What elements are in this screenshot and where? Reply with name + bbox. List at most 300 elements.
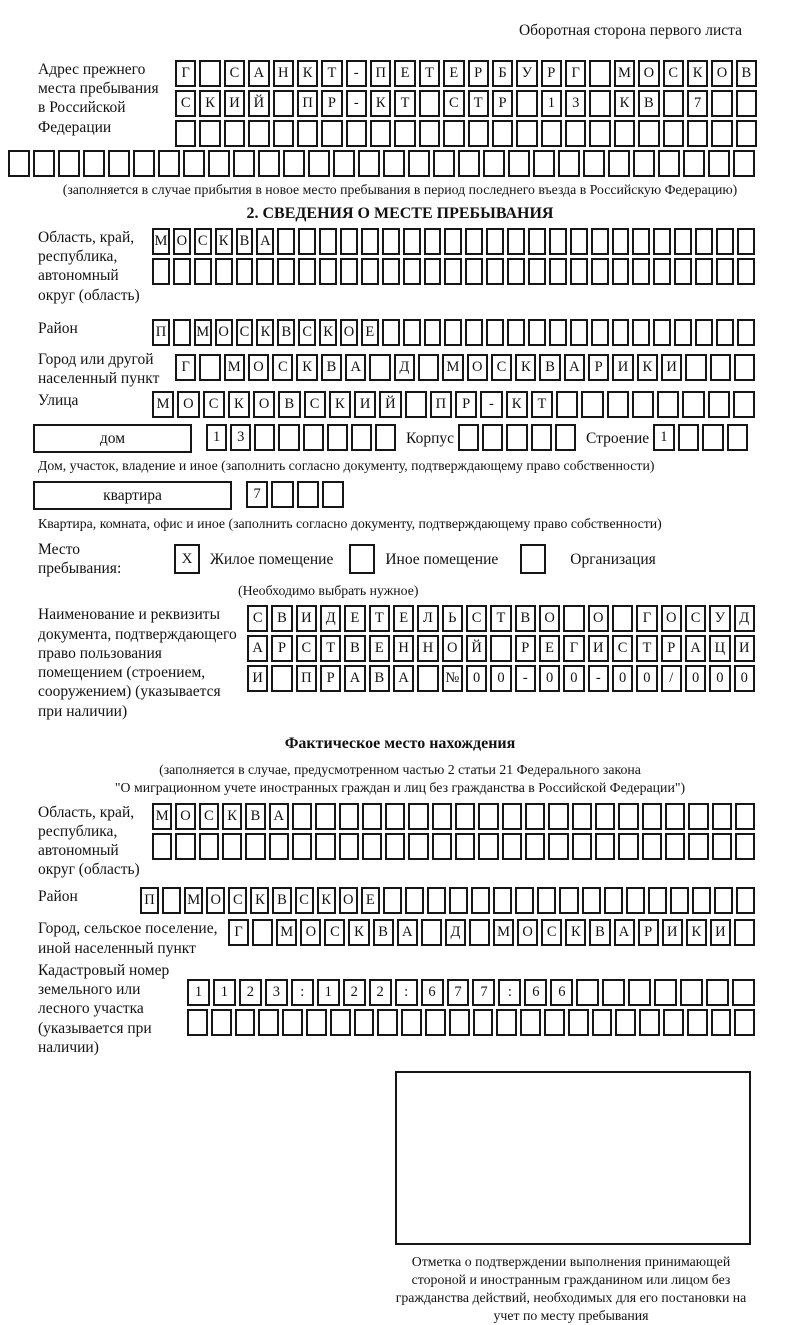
char-box[interactable] bbox=[315, 803, 335, 830]
char-box[interactable] bbox=[465, 228, 483, 255]
char-box[interactable] bbox=[572, 833, 592, 860]
char-box[interactable]: Т bbox=[490, 605, 511, 632]
char-box[interactable]: В bbox=[344, 635, 365, 662]
char-box[interactable] bbox=[152, 833, 172, 860]
char-box[interactable]: И bbox=[354, 391, 376, 418]
char-box[interactable] bbox=[533, 150, 555, 177]
char-box[interactable]: И bbox=[588, 635, 609, 662]
char-box[interactable] bbox=[340, 228, 358, 255]
char-box[interactable]: С bbox=[491, 354, 512, 381]
char-box[interactable] bbox=[706, 979, 729, 1006]
char-box[interactable] bbox=[716, 228, 734, 255]
char-box[interactable]: Р bbox=[541, 60, 562, 87]
char-box[interactable] bbox=[382, 228, 400, 255]
char-box[interactable]: - bbox=[346, 60, 367, 87]
char-box[interactable] bbox=[449, 1009, 470, 1036]
char-box[interactable] bbox=[589, 90, 610, 117]
char-box[interactable]: К bbox=[565, 919, 586, 946]
char-box[interactable] bbox=[419, 90, 440, 117]
char-box[interactable]: А bbox=[269, 803, 289, 830]
char-box[interactable] bbox=[737, 319, 755, 346]
char-box[interactable] bbox=[319, 228, 337, 255]
char-box[interactable] bbox=[211, 1009, 232, 1036]
house-type-box[interactable]: дом bbox=[33, 424, 192, 453]
char-box[interactable] bbox=[271, 481, 293, 508]
char-box[interactable] bbox=[502, 833, 522, 860]
char-box[interactable] bbox=[236, 258, 254, 285]
char-box[interactable] bbox=[483, 150, 505, 177]
char-box[interactable] bbox=[674, 258, 692, 285]
char-box[interactable]: С bbox=[296, 635, 317, 662]
char-box[interactable] bbox=[695, 258, 713, 285]
char-box[interactable] bbox=[607, 391, 629, 418]
char-box[interactable] bbox=[670, 887, 689, 914]
char-box[interactable] bbox=[639, 1009, 660, 1036]
char-box[interactable]: В bbox=[236, 228, 254, 255]
char-box[interactable]: 1 bbox=[187, 979, 210, 1006]
char-box[interactable]: С bbox=[199, 803, 219, 830]
char-box[interactable] bbox=[683, 150, 705, 177]
char-box[interactable] bbox=[582, 887, 601, 914]
char-box[interactable]: К bbox=[297, 60, 318, 87]
char-box[interactable]: А bbox=[345, 354, 366, 381]
char-box[interactable]: С bbox=[236, 319, 254, 346]
char-box[interactable] bbox=[657, 391, 679, 418]
char-box[interactable] bbox=[469, 919, 490, 946]
char-box[interactable] bbox=[732, 979, 755, 1006]
char-box[interactable] bbox=[108, 150, 130, 177]
char-box[interactable] bbox=[199, 354, 220, 381]
char-box[interactable] bbox=[383, 887, 402, 914]
char-box[interactable] bbox=[322, 481, 344, 508]
char-box[interactable]: И bbox=[662, 919, 683, 946]
char-box[interactable] bbox=[222, 833, 242, 860]
char-box[interactable] bbox=[175, 120, 196, 147]
char-box[interactable] bbox=[33, 150, 55, 177]
char-box[interactable]: О bbox=[638, 60, 659, 87]
char-box[interactable]: В bbox=[245, 803, 265, 830]
char-box[interactable]: О bbox=[177, 391, 199, 418]
char-box[interactable]: К bbox=[329, 391, 351, 418]
char-box[interactable] bbox=[277, 258, 295, 285]
char-box[interactable]: Е bbox=[344, 605, 365, 632]
char-box[interactable]: Т bbox=[468, 90, 489, 117]
char-box[interactable] bbox=[424, 319, 442, 346]
char-box[interactable]: П bbox=[296, 665, 317, 692]
char-box[interactable] bbox=[258, 1009, 279, 1036]
char-box[interactable] bbox=[614, 120, 635, 147]
char-box[interactable] bbox=[482, 424, 503, 451]
char-box[interactable] bbox=[458, 150, 480, 177]
checkbox-residential[interactable]: X bbox=[174, 544, 200, 574]
char-box[interactable] bbox=[507, 228, 525, 255]
char-box[interactable] bbox=[403, 319, 421, 346]
char-box[interactable]: Т bbox=[419, 60, 440, 87]
char-box[interactable]: Р bbox=[515, 635, 536, 662]
char-box[interactable]: А bbox=[248, 60, 269, 87]
char-box[interactable] bbox=[570, 319, 588, 346]
char-box[interactable] bbox=[471, 887, 490, 914]
char-box[interactable] bbox=[516, 90, 537, 117]
char-box[interactable] bbox=[303, 424, 324, 451]
char-box[interactable] bbox=[626, 887, 645, 914]
char-box[interactable] bbox=[653, 319, 671, 346]
char-box[interactable] bbox=[556, 391, 578, 418]
char-box[interactable]: Н bbox=[417, 635, 438, 662]
char-box[interactable]: А bbox=[614, 919, 635, 946]
char-box[interactable] bbox=[361, 258, 379, 285]
char-box[interactable] bbox=[421, 919, 442, 946]
char-box[interactable]: Т bbox=[636, 635, 657, 662]
char-box[interactable]: Е bbox=[443, 60, 464, 87]
char-box[interactable] bbox=[572, 803, 592, 830]
char-box[interactable] bbox=[708, 391, 730, 418]
char-box[interactable]: Т bbox=[320, 635, 341, 662]
char-box[interactable] bbox=[502, 803, 522, 830]
char-box[interactable] bbox=[735, 803, 755, 830]
char-box[interactable] bbox=[736, 90, 757, 117]
char-box[interactable]: К bbox=[317, 887, 336, 914]
char-box[interactable] bbox=[133, 150, 155, 177]
char-box[interactable] bbox=[432, 803, 452, 830]
char-box[interactable]: К bbox=[687, 60, 708, 87]
char-box[interactable] bbox=[733, 391, 755, 418]
char-box[interactable] bbox=[369, 354, 390, 381]
char-box[interactable]: М bbox=[152, 228, 170, 255]
char-box[interactable] bbox=[638, 120, 659, 147]
char-box[interactable] bbox=[449, 887, 468, 914]
char-box[interactable] bbox=[269, 833, 289, 860]
char-box[interactable] bbox=[525, 833, 545, 860]
char-box[interactable]: 7 bbox=[246, 481, 268, 508]
char-box[interactable]: К bbox=[215, 228, 233, 255]
char-box[interactable] bbox=[444, 228, 462, 255]
char-box[interactable] bbox=[394, 120, 415, 147]
char-box[interactable]: Л bbox=[417, 605, 438, 632]
char-box[interactable]: Р bbox=[588, 354, 609, 381]
char-box[interactable]: К bbox=[506, 391, 528, 418]
char-box[interactable]: 2 bbox=[239, 979, 262, 1006]
char-box[interactable] bbox=[419, 120, 440, 147]
char-box[interactable] bbox=[612, 228, 630, 255]
char-box[interactable] bbox=[628, 979, 651, 1006]
char-box[interactable] bbox=[737, 228, 755, 255]
char-box[interactable] bbox=[537, 887, 556, 914]
char-box[interactable] bbox=[339, 803, 359, 830]
char-box[interactable]: М bbox=[614, 60, 635, 87]
char-box[interactable] bbox=[680, 979, 703, 1006]
char-box[interactable]: М bbox=[184, 887, 203, 914]
char-box[interactable]: О bbox=[517, 919, 538, 946]
char-box[interactable] bbox=[549, 319, 567, 346]
apartment-type-box[interactable]: квартира bbox=[33, 481, 232, 510]
char-box[interactable] bbox=[496, 1009, 517, 1036]
char-box[interactable] bbox=[271, 665, 292, 692]
char-box[interactable]: О bbox=[253, 391, 275, 418]
char-box[interactable]: 3 bbox=[265, 979, 288, 1006]
char-box[interactable] bbox=[297, 481, 319, 508]
char-box[interactable] bbox=[215, 258, 233, 285]
char-box[interactable] bbox=[642, 803, 662, 830]
char-box[interactable] bbox=[282, 1009, 303, 1036]
char-box[interactable]: В bbox=[271, 605, 292, 632]
char-box[interactable]: Г bbox=[175, 60, 196, 87]
char-box[interactable] bbox=[354, 1009, 375, 1036]
char-box[interactable] bbox=[591, 228, 609, 255]
char-box[interactable]: С bbox=[247, 605, 268, 632]
char-box[interactable]: Й bbox=[466, 635, 487, 662]
char-box[interactable]: В bbox=[321, 354, 342, 381]
char-box[interactable]: У bbox=[516, 60, 537, 87]
char-box[interactable] bbox=[330, 1009, 351, 1036]
char-box[interactable] bbox=[595, 803, 615, 830]
char-box[interactable] bbox=[473, 1009, 494, 1036]
char-box[interactable]: Ц bbox=[709, 635, 730, 662]
char-box[interactable] bbox=[565, 120, 586, 147]
char-box[interactable]: П bbox=[370, 60, 391, 87]
char-box[interactable]: 1 bbox=[317, 979, 340, 1006]
char-box[interactable]: В bbox=[369, 665, 390, 692]
char-box[interactable]: Й bbox=[248, 90, 269, 117]
char-box[interactable] bbox=[361, 228, 379, 255]
char-box[interactable]: 6 bbox=[421, 979, 444, 1006]
char-box[interactable] bbox=[736, 120, 757, 147]
char-box[interactable] bbox=[173, 258, 191, 285]
char-box[interactable] bbox=[424, 228, 442, 255]
char-box[interactable] bbox=[152, 258, 170, 285]
char-box[interactable]: В bbox=[278, 391, 300, 418]
char-box[interactable] bbox=[633, 150, 655, 177]
char-box[interactable] bbox=[716, 258, 734, 285]
char-box[interactable] bbox=[570, 258, 588, 285]
char-box[interactable] bbox=[258, 150, 280, 177]
char-box[interactable]: В bbox=[736, 60, 757, 87]
char-box[interactable]: У bbox=[709, 605, 730, 632]
char-box[interactable]: И bbox=[734, 635, 755, 662]
char-box[interactable]: В bbox=[589, 919, 610, 946]
char-box[interactable]: Р bbox=[661, 635, 682, 662]
char-box[interactable] bbox=[712, 833, 732, 860]
char-box[interactable] bbox=[162, 887, 181, 914]
char-box[interactable] bbox=[405, 887, 424, 914]
char-box[interactable]: К bbox=[222, 803, 242, 830]
char-box[interactable]: Р bbox=[468, 60, 489, 87]
char-box[interactable] bbox=[194, 258, 212, 285]
char-box[interactable]: 1 bbox=[541, 90, 562, 117]
char-box[interactable]: № bbox=[442, 665, 463, 692]
char-box[interactable]: И bbox=[612, 354, 633, 381]
char-box[interactable] bbox=[549, 258, 567, 285]
char-box[interactable] bbox=[298, 258, 316, 285]
char-box[interactable] bbox=[688, 833, 708, 860]
char-box[interactable]: Б bbox=[492, 60, 513, 87]
char-box[interactable] bbox=[507, 319, 525, 346]
char-box[interactable] bbox=[408, 803, 428, 830]
char-box[interactable]: О bbox=[539, 605, 560, 632]
char-box[interactable] bbox=[604, 887, 623, 914]
char-box[interactable] bbox=[468, 120, 489, 147]
char-box[interactable]: 0 bbox=[539, 665, 560, 692]
char-box[interactable] bbox=[734, 919, 755, 946]
char-box[interactable]: К bbox=[296, 354, 317, 381]
char-box[interactable]: О bbox=[661, 605, 682, 632]
char-box[interactable] bbox=[486, 258, 504, 285]
char-box[interactable]: О bbox=[215, 319, 233, 346]
char-box[interactable] bbox=[612, 319, 630, 346]
char-box[interactable]: К bbox=[370, 90, 391, 117]
checkbox-other-premises[interactable] bbox=[349, 544, 375, 574]
char-box[interactable] bbox=[458, 424, 479, 451]
char-box[interactable]: Г bbox=[228, 919, 249, 946]
char-box[interactable] bbox=[663, 1009, 684, 1036]
char-box[interactable]: 0 bbox=[734, 665, 755, 692]
char-box[interactable] bbox=[508, 150, 530, 177]
char-box[interactable]: Г bbox=[563, 635, 584, 662]
char-box[interactable]: 0 bbox=[563, 665, 584, 692]
char-box[interactable]: В bbox=[638, 90, 659, 117]
char-box[interactable] bbox=[486, 319, 504, 346]
char-box[interactable] bbox=[408, 150, 430, 177]
char-box[interactable] bbox=[408, 833, 428, 860]
char-box[interactable]: Н bbox=[273, 60, 294, 87]
char-box[interactable] bbox=[653, 228, 671, 255]
checkbox-organization[interactable] bbox=[520, 544, 546, 574]
char-box[interactable] bbox=[245, 833, 265, 860]
char-box[interactable] bbox=[563, 605, 584, 632]
char-box[interactable]: М bbox=[152, 803, 172, 830]
char-box[interactable] bbox=[478, 803, 498, 830]
char-box[interactable] bbox=[632, 258, 650, 285]
char-box[interactable] bbox=[515, 887, 534, 914]
char-box[interactable]: В bbox=[515, 605, 536, 632]
char-box[interactable] bbox=[403, 258, 421, 285]
char-box[interactable] bbox=[254, 424, 275, 451]
char-box[interactable] bbox=[692, 887, 711, 914]
char-box[interactable] bbox=[382, 319, 400, 346]
char-box[interactable] bbox=[315, 833, 335, 860]
char-box[interactable] bbox=[273, 120, 294, 147]
char-box[interactable]: А bbox=[247, 635, 268, 662]
char-box[interactable]: О bbox=[442, 635, 463, 662]
char-box[interactable] bbox=[642, 833, 662, 860]
char-box[interactable]: К bbox=[614, 90, 635, 117]
char-box[interactable]: М bbox=[152, 391, 174, 418]
char-box[interactable]: М bbox=[224, 354, 245, 381]
char-box[interactable]: Е bbox=[369, 635, 390, 662]
char-box[interactable]: Й bbox=[379, 391, 401, 418]
char-box[interactable] bbox=[298, 228, 316, 255]
char-box[interactable]: К bbox=[256, 319, 274, 346]
char-box[interactable]: Д bbox=[445, 919, 466, 946]
char-box[interactable] bbox=[555, 424, 576, 451]
char-box[interactable]: В bbox=[373, 919, 394, 946]
char-box[interactable] bbox=[688, 803, 708, 830]
char-box[interactable]: К bbox=[348, 919, 369, 946]
char-box[interactable]: В bbox=[277, 319, 295, 346]
char-box[interactable] bbox=[492, 120, 513, 147]
char-box[interactable] bbox=[208, 150, 230, 177]
char-box[interactable]: А bbox=[344, 665, 365, 692]
char-box[interactable] bbox=[528, 258, 546, 285]
char-box[interactable]: - bbox=[346, 90, 367, 117]
char-box[interactable] bbox=[654, 979, 677, 1006]
char-box[interactable] bbox=[612, 258, 630, 285]
char-box[interactable] bbox=[292, 833, 312, 860]
char-box[interactable]: О bbox=[588, 605, 609, 632]
char-box[interactable] bbox=[589, 60, 610, 87]
char-box[interactable]: П bbox=[140, 887, 159, 914]
char-box[interactable]: Е bbox=[393, 605, 414, 632]
char-box[interactable] bbox=[383, 150, 405, 177]
char-box[interactable] bbox=[273, 90, 294, 117]
char-box[interactable] bbox=[83, 150, 105, 177]
char-box[interactable] bbox=[612, 605, 633, 632]
char-box[interactable] bbox=[297, 120, 318, 147]
char-box[interactable] bbox=[615, 1009, 636, 1036]
char-box[interactable] bbox=[175, 833, 195, 860]
char-box[interactable] bbox=[308, 150, 330, 177]
char-box[interactable]: : bbox=[395, 979, 418, 1006]
char-box[interactable] bbox=[493, 887, 512, 914]
char-box[interactable]: 1 bbox=[213, 979, 236, 1006]
char-box[interactable] bbox=[674, 228, 692, 255]
char-box[interactable]: Г bbox=[175, 354, 196, 381]
char-box[interactable]: - bbox=[588, 665, 609, 692]
char-box[interactable] bbox=[187, 1009, 208, 1036]
char-box[interactable]: И bbox=[296, 605, 317, 632]
char-box[interactable] bbox=[648, 887, 667, 914]
char-box[interactable] bbox=[674, 319, 692, 346]
char-box[interactable] bbox=[465, 258, 483, 285]
char-box[interactable] bbox=[233, 150, 255, 177]
char-box[interactable]: В bbox=[539, 354, 560, 381]
char-box[interactable]: С bbox=[175, 90, 196, 117]
char-box[interactable] bbox=[714, 887, 733, 914]
char-box[interactable] bbox=[559, 887, 578, 914]
char-box[interactable] bbox=[687, 120, 708, 147]
char-box[interactable]: Д bbox=[734, 605, 755, 632]
char-box[interactable]: С bbox=[298, 319, 316, 346]
char-box[interactable]: 0 bbox=[685, 665, 706, 692]
char-box[interactable] bbox=[486, 228, 504, 255]
char-box[interactable] bbox=[370, 120, 391, 147]
char-box[interactable] bbox=[358, 150, 380, 177]
char-box[interactable]: С bbox=[541, 919, 562, 946]
char-box[interactable] bbox=[653, 258, 671, 285]
char-box[interactable] bbox=[520, 1009, 541, 1036]
char-box[interactable]: О bbox=[340, 319, 358, 346]
char-box[interactable]: А bbox=[393, 665, 414, 692]
char-box[interactable] bbox=[252, 919, 273, 946]
char-box[interactable] bbox=[199, 833, 219, 860]
char-box[interactable] bbox=[382, 258, 400, 285]
char-box[interactable] bbox=[405, 391, 427, 418]
char-box[interactable]: - bbox=[480, 391, 502, 418]
char-box[interactable]: Е bbox=[361, 319, 379, 346]
char-box[interactable] bbox=[531, 424, 552, 451]
char-box[interactable] bbox=[425, 1009, 446, 1036]
char-box[interactable]: 6 bbox=[524, 979, 547, 1006]
char-box[interactable] bbox=[444, 319, 462, 346]
char-box[interactable] bbox=[734, 1009, 755, 1036]
char-box[interactable]: С bbox=[466, 605, 487, 632]
char-box[interactable]: К bbox=[637, 354, 658, 381]
char-box[interactable]: П bbox=[430, 391, 452, 418]
char-box[interactable] bbox=[568, 1009, 589, 1036]
char-box[interactable] bbox=[377, 1009, 398, 1036]
char-box[interactable] bbox=[8, 150, 30, 177]
char-box[interactable] bbox=[432, 833, 452, 860]
